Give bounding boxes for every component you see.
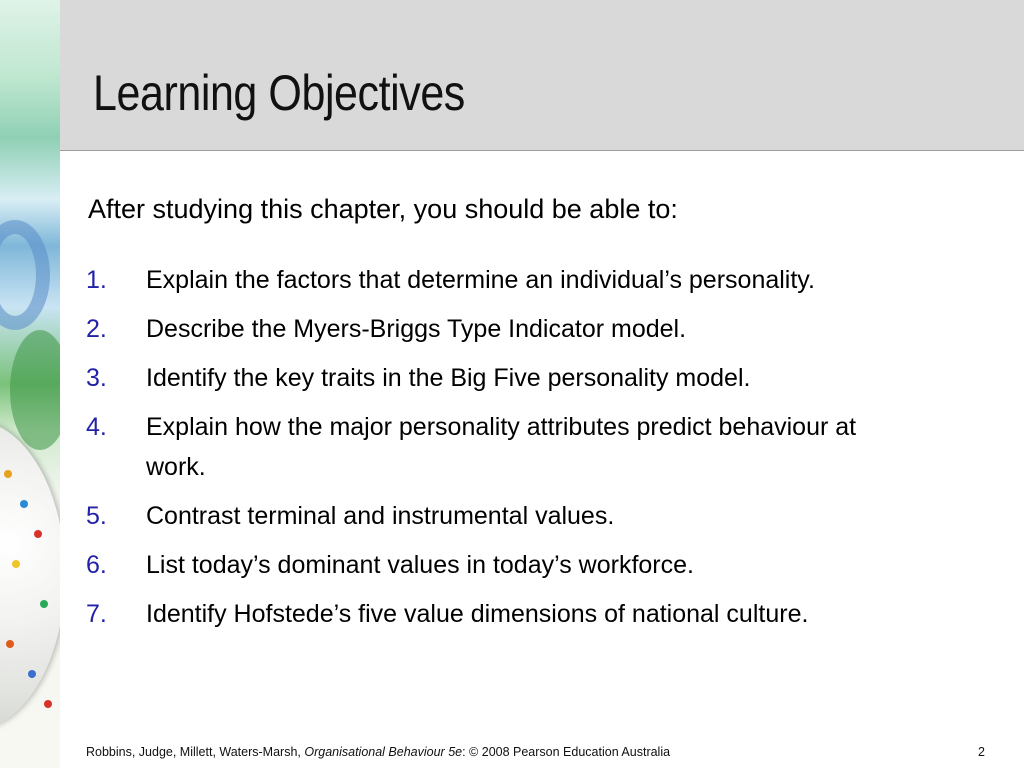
list-item <box>86 496 996 536</box>
decorative-side-image <box>0 0 60 768</box>
leaf-shape <box>10 330 60 450</box>
paint-dot <box>28 670 36 678</box>
list-number: 3. <box>86 364 107 392</box>
list-text: Identify the key traits in the Big Five personality model. <box>146 364 751 392</box>
list-text: Describe the Myers-Briggs Type Indicator model. <box>146 315 687 343</box>
list-item <box>86 309 996 349</box>
list-text: Explain how the major personality attributes predict behaviour at work. <box>146 413 857 481</box>
footer-book-title: Organisational Behaviour 5e <box>304 745 463 759</box>
swirl-shape <box>0 220 50 330</box>
paint-dot <box>34 530 42 538</box>
paint-dot <box>4 470 12 478</box>
footer-copyright: : © 2008 Pearson Education Australia <box>462 745 671 759</box>
slide-title: Learning Objectives <box>93 65 465 121</box>
footer-authors: Robbins, Judge, Millett, Waters-Marsh, <box>86 745 305 759</box>
list-item <box>86 260 996 300</box>
list-text: Identify Hofstede’s five value dimensions of national culture. <box>146 600 809 628</box>
list-text: List today’s dominant values in today’s workforce. <box>146 551 694 579</box>
paint-dot <box>44 700 52 708</box>
list-text: Contrast terminal and instrumental values. <box>146 502 615 530</box>
footer-citation <box>86 745 670 759</box>
paint-dot <box>20 500 28 508</box>
list-item <box>86 545 996 585</box>
list-item <box>86 407 996 487</box>
list-number: 2. <box>86 315 107 343</box>
list-number: 4. <box>86 413 107 441</box>
list-item <box>86 594 996 634</box>
paint-dot <box>12 560 20 568</box>
list-number: 6. <box>86 551 107 579</box>
list-text: Explain the factors that determine an individual’s personality. <box>146 266 815 294</box>
list-number: 1. <box>86 266 107 294</box>
list-number: 7. <box>86 600 107 628</box>
paint-dot <box>6 640 14 648</box>
marble-sphere <box>0 420 60 730</box>
list-number: 5. <box>86 502 107 530</box>
page-number: 2 <box>978 745 985 759</box>
intro-text: After studying this chapter, you should be able to: <box>88 194 678 224</box>
paint-dot <box>40 600 48 608</box>
list-item <box>86 358 996 398</box>
objectives-list <box>86 260 996 643</box>
